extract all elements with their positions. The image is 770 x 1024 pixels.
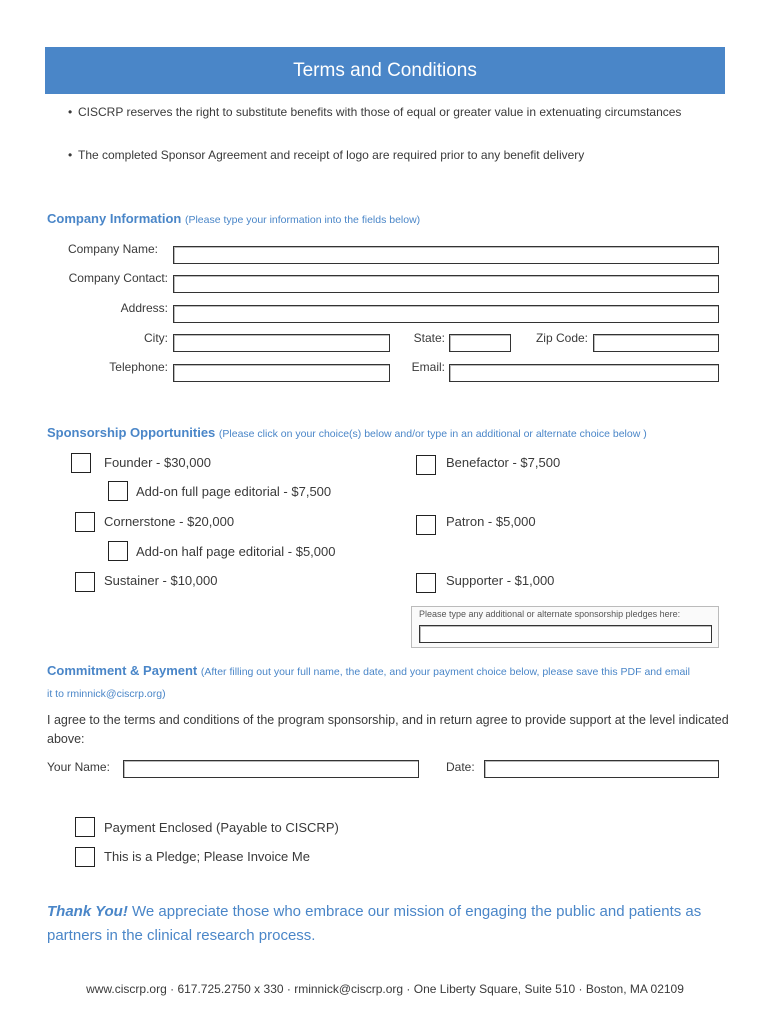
company-note: (Please type your information into the fields below): [184, 214, 421, 226]
email-label: Email:: [411, 360, 445, 374]
telephone-label: Telephone:: [109, 360, 168, 374]
state-field[interactable]: [449, 334, 511, 352]
benefactor-label: Benefactor - $7,500: [446, 455, 561, 470]
zip-code-field[interactable]: [593, 334, 719, 352]
thank-you-message: [47, 900, 737, 948]
commitment-heading-text: Commitment & Payment: [47, 663, 198, 678]
terms-text-1: CISCRP reserves the right to substitute benefits with those of equal or greater value in extenuating circumstances: [78, 105, 682, 119]
zip-code-label: Zip Code:: [535, 331, 588, 345]
cornerstone-label: Cornerstone - $20,000: [104, 514, 235, 529]
company-contact-label: Company Contact:: [68, 271, 168, 285]
bullet-icon: •: [68, 148, 73, 162]
thank-you-text: We appreciate those who embrace our mission of engaging the public and patients as partners in the clinical research process.: [47, 903, 702, 944]
date-label: Date:: [446, 760, 475, 774]
terms-text-2: The completed Sponsor Agreement and receipt of logo are required prior to any benefit delivery: [78, 148, 585, 162]
commitment-note-2: it to rminnick@ciscrp.org): [47, 688, 166, 700]
cornerstone-checkbox[interactable]: [75, 512, 95, 532]
email-field[interactable]: [449, 364, 719, 382]
company-contact-field[interactable]: [173, 275, 719, 293]
agreement-text: I agree to the terms and conditions of the program sponsorship, and in return agree to provide support at the level indicated above:: [47, 713, 729, 746]
your-name-field[interactable]: [123, 760, 419, 778]
company-heading-text: Company Information: [47, 211, 182, 226]
addon-half-label: Add-on half page editorial - $5,000: [136, 544, 336, 559]
pledge-label: Please type any additional or alternate sponsorship pledges here:: [419, 609, 681, 619]
page-title: [45, 47, 725, 94]
supporter-label: Supporter - $1,000: [446, 573, 555, 588]
state-label: State:: [413, 331, 445, 345]
founder-label: Founder - $30,000: [104, 455, 211, 470]
commitment-note-line2: [47, 685, 166, 700]
page-title-text: Terms and Conditions: [293, 59, 477, 81]
city-field[interactable]: [173, 334, 390, 352]
sponsorship-heading-text: Sponsorship Opportunities: [47, 425, 216, 440]
sponsorship-note: (Please click on your choice(s) below and/or type in an additional or alternate choice below ): [218, 428, 647, 440]
pledge-input[interactable]: [419, 625, 712, 643]
telephone-field[interactable]: [173, 364, 390, 382]
date-field[interactable]: [484, 760, 719, 778]
your-name-label: Your Name:: [47, 760, 110, 774]
sustainer-label: Sustainer - $10,000: [104, 573, 218, 588]
patron-label: Patron - $5,000: [446, 514, 536, 529]
city-label: City:: [144, 331, 168, 345]
benefactor-checkbox[interactable]: [416, 455, 436, 475]
addon-full-checkbox[interactable]: [108, 481, 128, 501]
sustainer-checkbox[interactable]: [75, 572, 95, 592]
founder-checkbox[interactable]: [71, 453, 91, 473]
pledge-invoice-checkbox[interactable]: [75, 847, 95, 867]
commitment-heading: [47, 663, 690, 678]
patron-checkbox[interactable]: [416, 515, 436, 535]
commitment-note-1: (After filling out your full name, the date, and your payment choice below, please save this PDF and email: [200, 666, 690, 678]
company-name-label: Company Name:: [67, 242, 158, 256]
company-name-field[interactable]: [173, 246, 719, 264]
address-field[interactable]: [173, 305, 719, 323]
payment-enclosed-checkbox[interactable]: [75, 817, 95, 837]
payment-enclosed-label: Payment Enclosed (Payable to CISCRP): [104, 820, 339, 835]
terms-item-2: [68, 146, 708, 164]
addon-half-checkbox[interactable]: [108, 541, 128, 561]
address-label: Address:: [120, 301, 168, 315]
pledge-invoice-label: This is a Pledge; Please Invoice Me: [104, 849, 310, 864]
supporter-checkbox[interactable]: [416, 573, 436, 593]
bullet-icon: •: [68, 105, 73, 119]
terms-item-1: [68, 103, 708, 121]
sponsorship-heading: [47, 425, 647, 440]
company-heading: [47, 211, 420, 226]
addon-full-label: Add-on full page editorial - $7,500: [136, 484, 332, 499]
thank-you-bold: Thank You!: [47, 903, 128, 920]
footer-contact: www.ciscrp.org · 617.725.2750 x 330 · rminnick@ciscrp.org · One Liberty Square, Suite 510 · Boston, MA 02109: [86, 982, 684, 996]
